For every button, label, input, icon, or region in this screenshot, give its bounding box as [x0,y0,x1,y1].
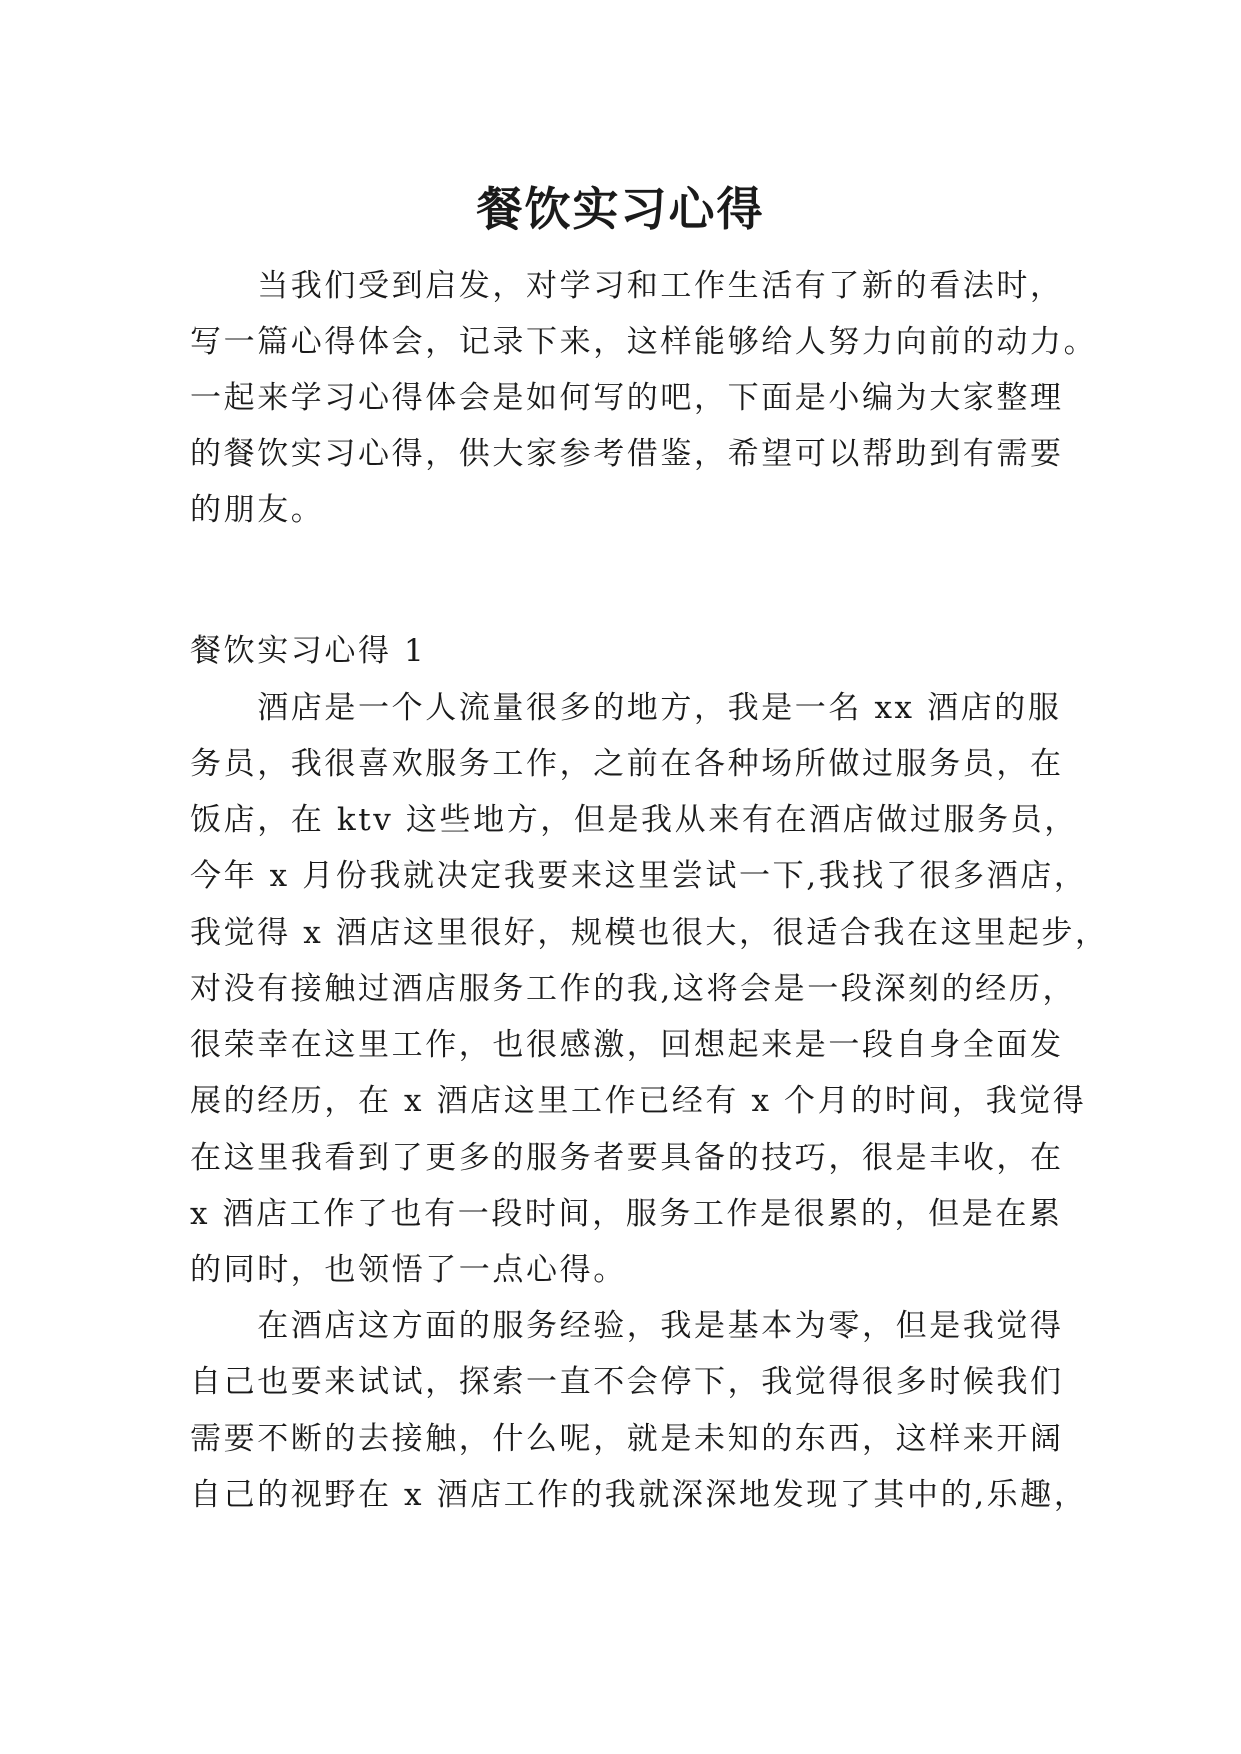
paragraph-line: 的同时，也领悟了一点心得。 [190,1252,627,1288]
paragraph-line: 酒店是一个人流量很多的地方，我是一名 xx 酒店的服 [190,690,1062,726]
paragraph-line: 自己的视野在 x 酒店工作的我就深深地发现了其中的,乐趣， [190,1477,1088,1513]
intro-line: 的朋友。 [190,492,325,528]
paragraph-line: 自己也要来试试，探索一直不会停下，我觉得很多时候我们 [190,1364,1064,1400]
paragraph-line: 需要不断的去接触，什么呢，就是未知的东西，这样来开阔 [190,1421,1064,1457]
intro-line: 写一篇心得体会，记录下来，这样能够给人努力向前的动力。 [190,324,1098,360]
paragraph-line: 展的经历，在 x 酒店这里工作已经有 x 个月的时间，我觉得 [190,1083,1087,1119]
paragraph-line: 今年 x 月份我就决定我要来这里尝试一下,我找了很多酒店， [190,858,1088,894]
section-heading: 餐饮实习心得 1 [190,633,427,669]
document-title: 餐饮实习心得 [476,181,765,236]
paragraph-line: 饭店，在 ktv 这些地方，但是我从来有在酒店做过服务员， [190,802,1078,838]
intro-line: 的餐饮实习心得，供大家参考借鉴，希望可以帮助到有需要 [190,436,1064,472]
paragraph-line: 务员，我很喜欢服务工作，之前在各种场所做过服务员，在 [190,746,1064,782]
paragraph-line: 在酒店这方面的服务经验，我是基本为零，但是我觉得 [190,1308,1064,1344]
paragraph-line: x 酒店工作了也有一段时间，服务工作是很累的，但是在累 [190,1196,1063,1232]
paragraph-line: 我觉得 x 酒店这里很好，规模也很大，很适合我在这里起步， [190,915,1109,951]
intro-line: 当我们受到启发，对学习和工作生活有了新的看法时， [190,268,1064,304]
intro-line: 一起来学习心得体会是如何写的吧，下面是小编为大家整理 [190,380,1064,416]
paragraph-line: 在这里我看到了更多的服务者要具备的技巧，很是丰收，在 [190,1140,1064,1176]
paragraph-line: 很荣幸在这里工作，也很感激，回想起来是一段自身全面发 [190,1027,1064,1063]
paragraph-line: 对没有接触过酒店服务工作的我,这将会是一段深刻的经历， [190,971,1077,1007]
